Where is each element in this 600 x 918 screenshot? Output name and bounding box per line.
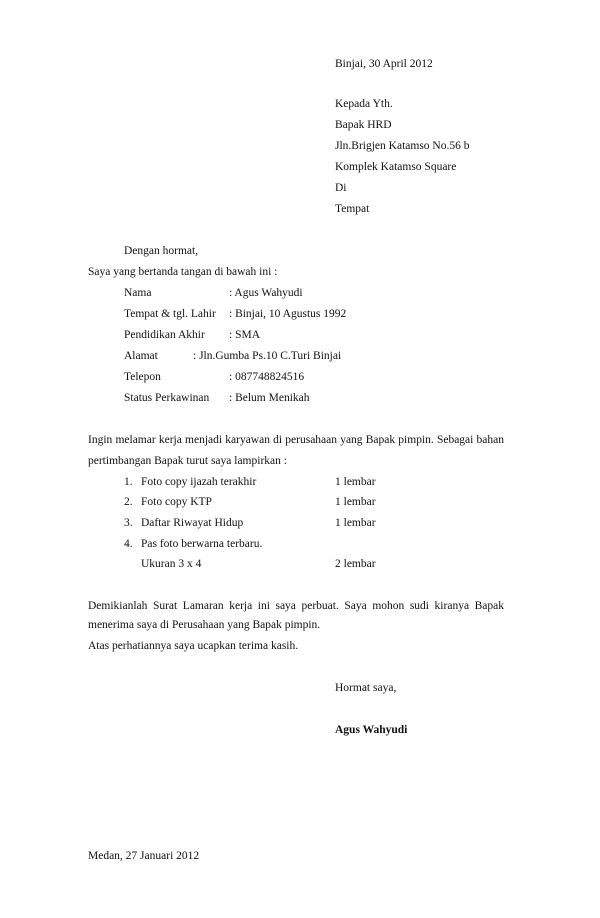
recipient-line-complex: Komplek Katamso Square [335, 161, 457, 173]
phone-value: : 087748824516 [229, 371, 305, 383]
recipient-line-salutation: Kepada Yth. [335, 98, 393, 110]
attachment-qty-photo: 2 lembar [335, 558, 376, 570]
footer-date: Medan, 27 Januari 2012 [88, 850, 200, 862]
attachment-number: 3. [124, 517, 133, 529]
attachment-label-ktp: Foto copy KTP [141, 496, 212, 508]
attachment-qty-ijazah: 1 lembar [335, 476, 376, 488]
signature-name: Agus Wahyudi [335, 724, 408, 736]
education-value: : SMA [229, 329, 260, 341]
marital-status-value: : Belum Menikah [229, 392, 310, 404]
closing-thanks: Atas perhatiannya saya ucapkan terima kasih. [88, 640, 299, 652]
attachment-number: 4. [124, 538, 133, 550]
name-value: : Agus Wahyudi [229, 287, 303, 299]
closing-paragraph-line-1: Demikianlah Surat Lamaran kerja ini saya perbuat. Saya mohon sudi kiranya Bapak [88, 600, 504, 612]
education-label: Pendidikan Akhir [124, 329, 205, 341]
attachment-label-cv: Daftar Riwayat Hidup [141, 517, 244, 529]
marital-status-label: Status Perkawinan [124, 392, 210, 404]
recipient-line-di: Di [335, 182, 347, 194]
attachment-photo-size: Ukuran 3 x 4 [141, 558, 202, 570]
recipient-line-title: Bapak HRD [335, 119, 392, 131]
address-label: Alamat [124, 350, 158, 362]
attachment-number: 2. [124, 496, 133, 508]
attachment-label-photo: Pas foto berwarna terbaru. [141, 538, 263, 550]
signature-greeting: Hormat saya, [335, 682, 397, 694]
application-paragraph-line-1: Ingin melamar kerja menjadi karyawan di perusahaan yang Bapak pimpin. Sebagai bahan [88, 434, 504, 446]
attachment-qty-cv: 1 lembar [335, 517, 376, 529]
letter-date: Binjai, 30 April 2012 [335, 58, 433, 70]
intro-text: Saya yang bertanda tangan di bawah ini : [88, 266, 278, 278]
phone-label: Telepon [124, 371, 161, 383]
greeting: Dengan hormat, [124, 245, 199, 257]
recipient-line-street: Jln.Brigjen Katamso No.56 b [335, 140, 470, 152]
attachment-qty-ktp: 1 lembar [335, 496, 376, 508]
birth-label: Tempat & tgl. Lahir [124, 308, 216, 320]
application-paragraph-line-2: pertimbangan Bapak turut saya lampirkan : [88, 455, 287, 467]
attachment-number: 1. [124, 476, 133, 488]
attachment-label-ijazah: Foto copy ijazah terakhir [141, 476, 257, 488]
recipient-line-place: Tempat [335, 203, 370, 215]
closing-paragraph-line-2: menerima saya di Perusahaan yang Bapak pimpin. [88, 619, 321, 631]
address-value: : Jln.Gumba Ps.10 C.Turi Binjai [193, 350, 342, 362]
name-label: Nama [124, 287, 152, 299]
birth-value: : Binjai, 10 Agustus 1992 [229, 308, 347, 320]
